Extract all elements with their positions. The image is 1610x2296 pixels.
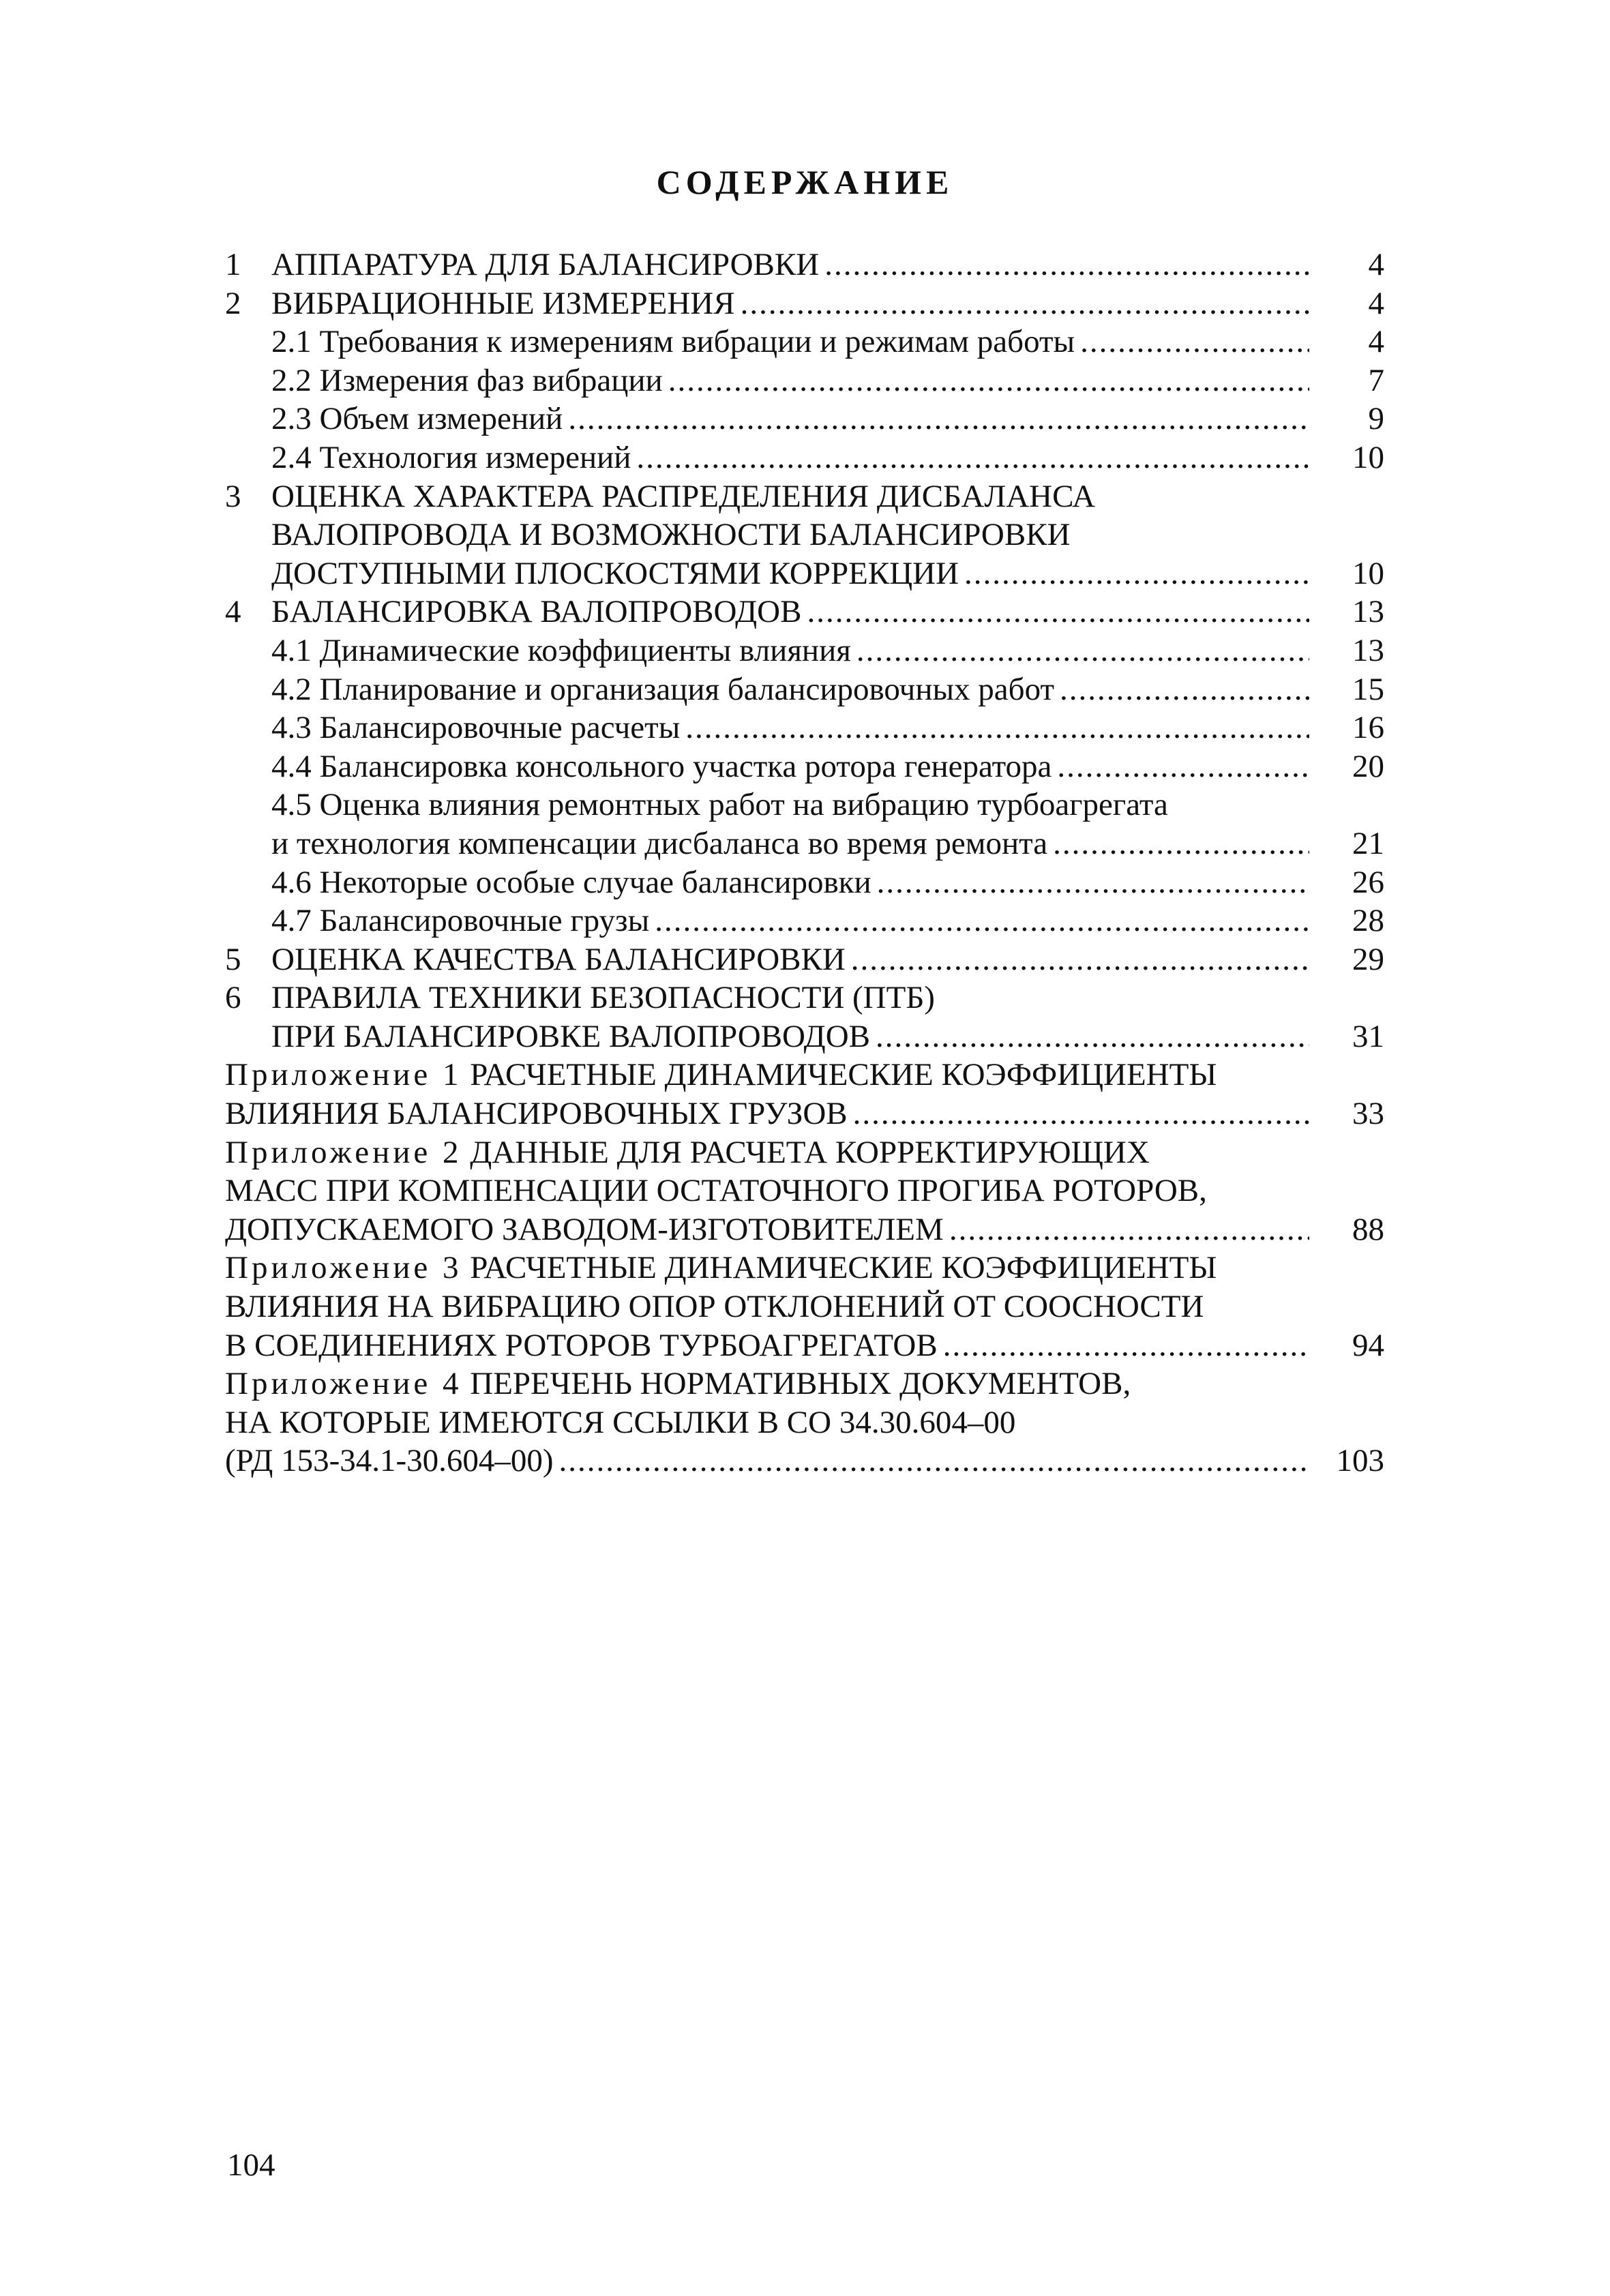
toc-entry-label: ПРАВИЛА ТЕХНИКИ БЕЗОПАСНОСТИ (ПТБ) [271,980,935,1016]
leader-dots [685,709,1309,747]
toc-page-number: 10 [1352,555,1384,591]
leader-dots [853,1094,1309,1133]
leader-dots [964,554,1309,593]
page-title: СОДЕРЖАНИЕ [656,163,954,201]
toc-section-number: 3 [225,478,241,514]
leader-dots [807,593,1309,631]
toc-entry-label: (РД 153-34.1-30.604–00) [225,1443,554,1479]
leader-dots [1060,670,1309,709]
toc-page-number: 88 [1352,1211,1384,1247]
toc-page-number: 4 [1368,324,1384,360]
toc-row [225,284,1384,323]
leader-dots [949,1210,1309,1249]
toc-entry-label: 2.1 Требования к измерениям вибрации и режимам работы [271,324,1075,360]
toc-entry-label: ДАННЫЕ ДЛЯ РАСЧЕТА КОРРЕКТИРУЮЩИХ [470,1134,1150,1170]
table-of-contents [225,245,1384,1480]
toc-entry-label: БАЛАНСИРОВКА ВАЛОПРОВОДОВ [271,594,802,630]
appendix-prefix: Приложение 4 [225,1366,462,1402]
toc-page-number: 10 [1352,439,1384,475]
toc-entry-label: и технология компенсации дисбаланса во время ремонта [271,825,1048,861]
leader-dots [655,901,1309,940]
toc-page-number: 4 [1368,285,1384,321]
toc-row [225,323,1384,361]
toc-entry-label: НА КОТОРЫЕ ИМЕЮТСЯ ССЫЛКИ В СО 34.30.604–00 [225,1404,1016,1440]
toc-page-number: 31 [1352,1018,1384,1054]
toc-row [225,1094,1384,1133]
toc-row [225,1210,1384,1249]
toc-row [225,747,1384,786]
toc-entry-label: ДОСТУПНЫМИ ПЛОСКОСТЯМИ КОРРЕКЦИИ [271,555,959,591]
toc-page-number: 4 [1368,247,1384,282]
toc-page-number: 26 [1352,864,1384,900]
toc-entry-label: 4.6 Некоторые особые случае балансировки [271,864,871,900]
toc-entry-label: 2.2 Измерения фаз вибрации [271,362,663,398]
toc-page-number: 16 [1352,710,1384,746]
toc-row [225,901,1384,940]
toc-row [225,400,1384,438]
toc-page-number: 29 [1352,941,1384,977]
toc-row [225,1442,1384,1480]
leader-dots [668,361,1309,400]
toc-entry-label: ВЛИЯНИЯ НА ВИБРАЦИЮ ОПОР ОТКЛОНЕНИЙ ОТ СООСНОСТИ [225,1289,1204,1325]
toc-entry-label: 4.5 Оценка влияния ремонтных работ на вибрацию турбоагрегата [271,787,1168,823]
toc-entry-label: 4.3 Балансировочные расчеты [271,710,681,746]
toc-page-number: 33 [1352,1096,1384,1132]
toc-page-number: 15 [1352,671,1384,707]
toc-row [225,1172,1384,1210]
toc-page-number: 13 [1352,594,1384,630]
toc-page-number: 20 [1352,748,1384,784]
toc-entry-label: ВЛИЯНИЯ БАЛАНСИРОВОЧНЫХ ГРУЗОВ [225,1096,848,1132]
toc-entry-label: В СОЕДИНЕНИЯХ РОТОРОВ ТУРБОАГРЕГАТОВ [225,1327,938,1363]
toc-page-number: 103 [1336,1443,1384,1479]
toc-page-number: 7 [1368,362,1384,398]
toc-row [225,670,1384,709]
toc-entry-label: МАСС ПРИ КОМПЕНСАЦИИ ОСТАТОЧНОГО ПРОГИБА РОТОРОВ, [225,1173,1207,1209]
toc-row [225,1133,1384,1172]
leader-dots [1057,747,1309,786]
leader-dots [943,1326,1309,1365]
leader-dots [876,1017,1309,1056]
toc-row [225,863,1384,902]
toc-page-number: 13 [1352,632,1384,668]
toc-row [225,593,1384,631]
toc-row [225,1365,1384,1403]
toc-entry-label: 4.2 Планирование и организация балансировочных работ [271,671,1054,707]
toc-entry-label: ОЦЕНКА ХАРАКТЕРА РАСПРЕДЕЛЕНИЯ ДИСБАЛАНСА [271,478,1096,514]
leader-dots [1080,323,1309,361]
toc-entry-label: 4.7 Балансировочные грузы [271,903,650,939]
toc-section-number: 1 [225,247,241,282]
leader-dots [1053,824,1309,863]
toc-row [225,1326,1384,1365]
toc-entry-label: ПЕРЕЧЕНЬ НОРМАТИВНЫХ ДОКУМЕНТОВ, [470,1366,1131,1402]
toc-entry-label: 2.4 Технология измерений [271,439,631,475]
toc-page-number: 21 [1352,825,1384,861]
leader-dots [559,1442,1309,1480]
toc-entry-label: ВАЛОПРОВОДА И ВОЗМОЖНОСТИ БАЛАНСИРОВКИ [271,517,1071,553]
toc-entry-label: РАСЧЕТНЫЕ ДИНАМИЧЕСКИЕ КОЭФФИЦИЕНТЫ [470,1057,1217,1093]
toc-section-number: 5 [225,941,241,977]
toc-entry-label: ОЦЕНКА КАЧЕСТВА БАЛАНСИРОВКИ [271,941,846,977]
toc-row [225,1017,1384,1056]
toc-row [225,361,1384,400]
toc-section-number: 6 [225,980,241,1016]
toc-page-number: 9 [1368,401,1384,437]
toc-row [225,1249,1384,1287]
toc-entry-label: ПРИ БАЛАНСИРОВКЕ ВАЛОПРОВОДОВ [271,1018,870,1054]
toc-row [225,1056,1384,1094]
appendix-prefix: Приложение 1 [225,1057,462,1093]
leader-dots [824,245,1309,284]
toc-section-number: 4 [225,594,241,630]
leader-dots [741,284,1309,323]
toc-entry-label: 2.3 Объем измерений [271,401,563,437]
toc-row [225,1403,1384,1442]
toc-entry-label: ВИБРАЦИОННЫЕ ИЗМЕРЕНИЯ [271,285,735,321]
toc-entry-label: 4.1 Динамические коэффициенты влияния [271,632,851,668]
leader-dots [568,400,1309,438]
toc-entry-label: ДОПУСКАЕМОГО ЗАВОДОМ-ИЗГОТОВИТЕЛЕМ [225,1211,944,1247]
leader-dots [851,940,1309,979]
leader-dots [856,631,1309,670]
toc-row [225,824,1384,863]
toc-section-number: 2 [225,285,241,321]
toc-row [225,709,1384,747]
toc-page-number: 28 [1352,903,1384,939]
page-footer-number: 104 [227,2147,275,2183]
toc-row [225,1287,1384,1326]
toc-entry-label: АППАРАТУРА ДЛЯ БАЛАНСИРОВКИ [271,247,820,282]
toc-page-number: 94 [1352,1327,1384,1363]
toc-row [225,940,1384,979]
toc-entry-label: РАСЧЕТНЫЕ ДИНАМИЧЕСКИЕ КОЭФФИЦИЕНТЫ [470,1250,1217,1286]
appendix-prefix: Приложение 3 [225,1250,462,1286]
toc-row [225,979,1384,1017]
toc-row [225,477,1384,516]
toc-row [225,516,1384,554]
leader-dots [636,438,1309,477]
toc-row [225,438,1384,477]
toc-row [225,245,1384,284]
toc-row [225,786,1384,824]
toc-row [225,631,1384,670]
toc-entry-label: 4.4 Балансировка консольного участка ротора генератора [271,748,1052,784]
appendix-prefix: Приложение 2 [225,1134,462,1170]
leader-dots [877,863,1309,902]
toc-row [225,554,1384,593]
